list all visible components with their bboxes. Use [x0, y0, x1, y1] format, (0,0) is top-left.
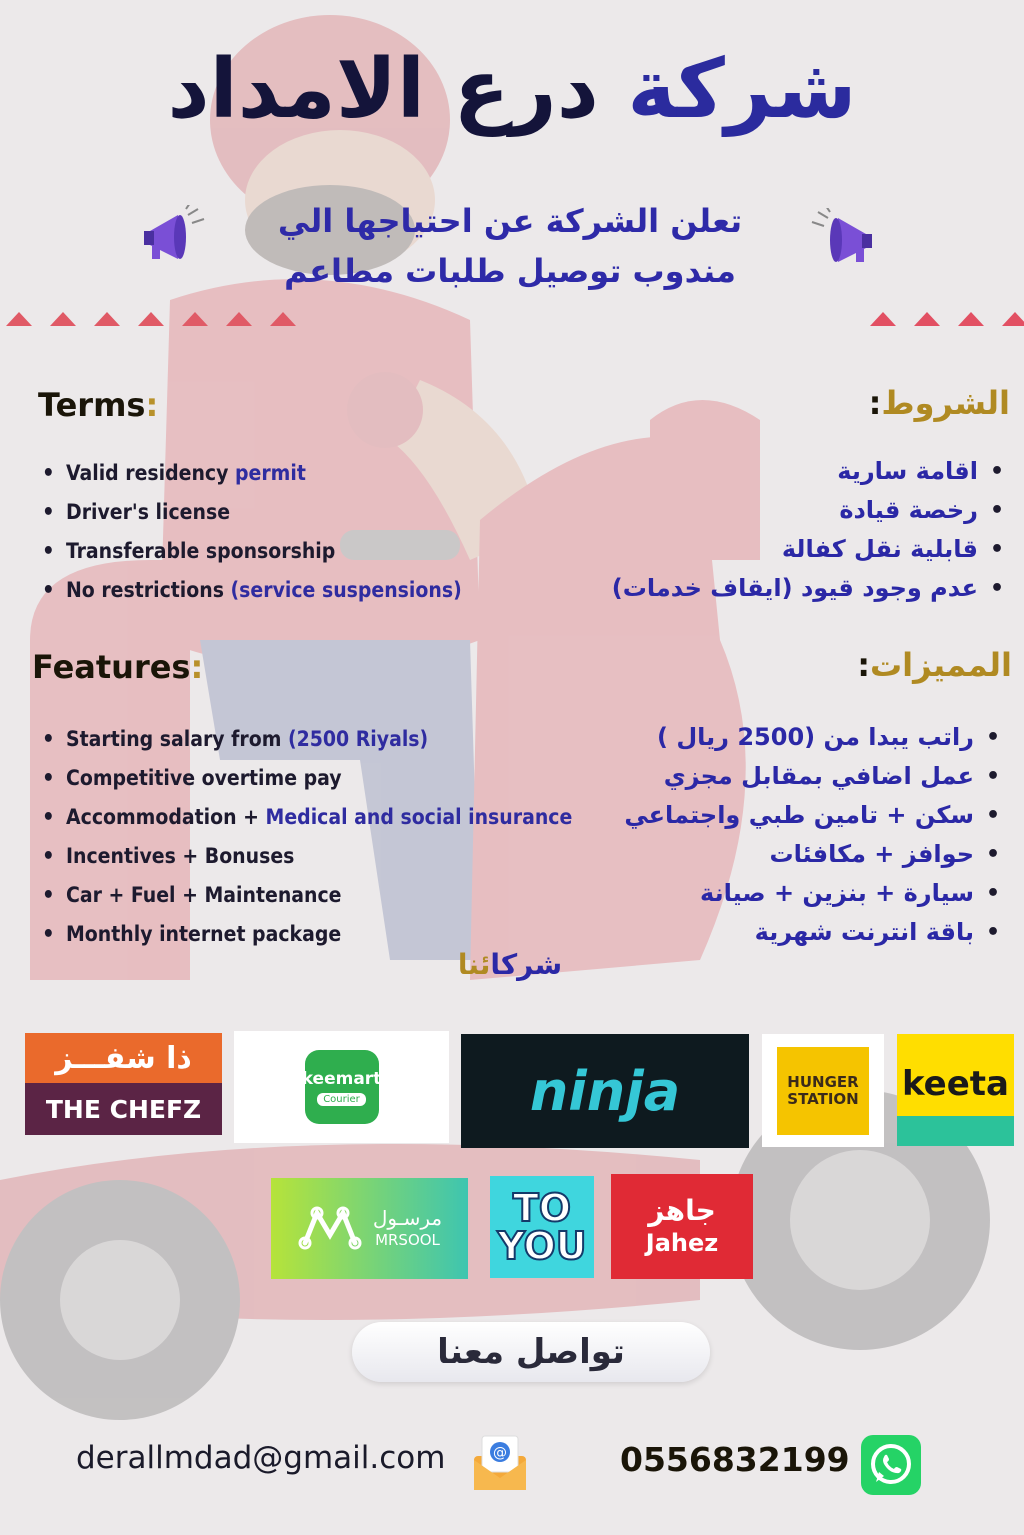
- page-title: [0, 40, 1024, 140]
- email-icon: [470, 1430, 530, 1494]
- title-part1: شركة: [627, 42, 857, 137]
- announcement-line2: مندوب توصيل طلبات مطاعم: [284, 252, 736, 290]
- features-heading-ar: المميزات:: [857, 646, 1012, 684]
- hunger-station-logo: HUNGER STATION: [762, 1034, 884, 1147]
- list-item: • Driver's license: [38, 493, 462, 532]
- list-item: • Accommodation + Medical and social insurance: [38, 798, 572, 837]
- toyou-logo: TO YOU: [490, 1176, 594, 1278]
- announcement: [250, 196, 770, 296]
- email-link[interactable]: derallmdad@gmail.com: [76, 1440, 446, 1476]
- list-item: • Valid residency permit: [38, 454, 462, 493]
- list-item: • عمل اضافي بمقابل مجزي: [624, 757, 1006, 796]
- list-item: • حوافز + مكافئات: [624, 835, 1006, 874]
- list-item: • رخصة قيادة: [612, 491, 1010, 530]
- announcement-line1: تعلن الشركة عن احتياجها الي: [277, 202, 743, 240]
- list-item: • سكن + تامين طبي واجتماعي: [624, 796, 1006, 835]
- list-item: • قابلية نقل كفالة: [612, 530, 1010, 569]
- title-part2: درع الامداد: [167, 42, 599, 137]
- keemart-logo: keemart Courier: [234, 1031, 449, 1143]
- list-item: • Transferable sponsorship: [38, 532, 462, 571]
- list-item: • اقامة سارية: [612, 452, 1010, 491]
- list-item: • Starting salary from (2500 Riyals): [38, 720, 572, 759]
- terms-heading-ar: الشروط:: [868, 384, 1010, 422]
- terms-list-en: [38, 454, 462, 610]
- list-item: • Competitive overtime pay: [38, 759, 572, 798]
- mrsool-mark-icon: [297, 1203, 363, 1255]
- keeta-logo: keeta: [897, 1034, 1014, 1146]
- terms-list-ar: [612, 452, 1010, 608]
- partners-heading: شركائنا: [457, 948, 563, 981]
- megaphone-icon: [808, 208, 878, 268]
- features-list-ar: [624, 718, 1006, 952]
- features-list-en: [38, 720, 572, 954]
- phone-number[interactable]: 0556832199: [620, 1440, 850, 1479]
- terms-heading: Terms:: [38, 386, 159, 424]
- triangle-decoration-left: [6, 312, 296, 326]
- whatsapp-icon[interactable]: [860, 1434, 922, 1496]
- mrsool-logo: مرسـول MRSOOL: [271, 1178, 468, 1279]
- svg-text:@: @: [493, 1445, 507, 1461]
- list-item: • راتب يبدا من (2500 ريال ): [624, 718, 1006, 757]
- features-heading: Features:: [32, 648, 204, 686]
- list-item: • Car + Fuel + Maintenance: [38, 876, 572, 915]
- list-item: • سيارة + بنزين + صيانة: [624, 874, 1006, 913]
- the-chefz-logo: ذا شفـــز THE CHEFZ: [25, 1033, 222, 1135]
- triangle-decoration-right: [870, 312, 1024, 326]
- list-item: • Incentives + Bonuses: [38, 837, 572, 876]
- list-item: • Monthly internet package: [38, 915, 572, 954]
- list-item: • باقة انترنت شهرية: [624, 913, 1006, 952]
- list-item: • عدم وجود قيود (ايقاف خدمات): [612, 569, 1010, 608]
- list-item: • No restrictions (service suspensions): [38, 571, 462, 610]
- ninja-logo: ninja: [461, 1034, 749, 1148]
- jahez-logo: جاهز Jahez: [611, 1174, 753, 1279]
- megaphone-icon: [138, 205, 208, 265]
- contact-us-button[interactable]: تواصل معنا: [352, 1322, 710, 1382]
